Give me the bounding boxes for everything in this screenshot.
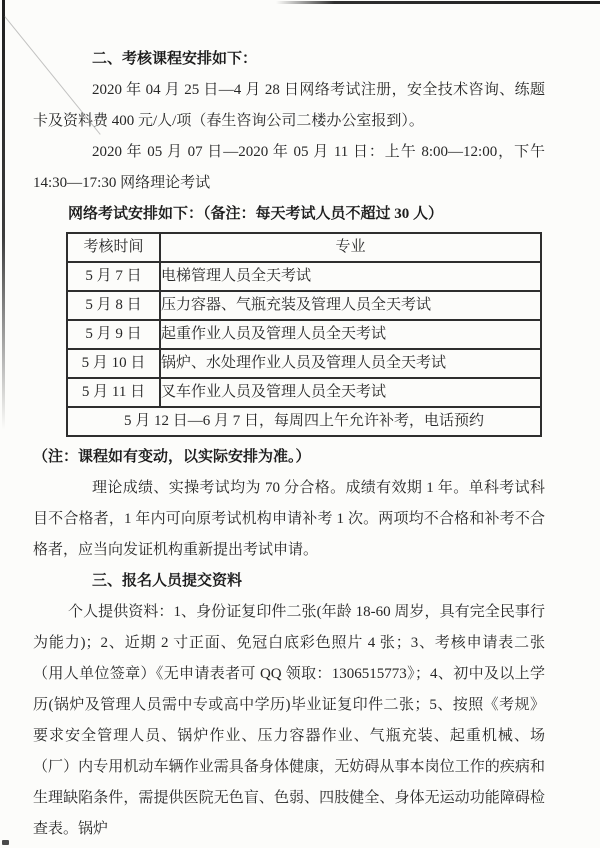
exam-date-cell: 5 月 11 日 [67,378,160,407]
paragraph-theory-exam-time: 2020 年 05 月 07 日—2020 年 05 月 11 日：上午 8:00—12:00，下午 14:30—17:30 网络理论考试 [33,144,545,191]
specialty-cell: 锅炉、水处理作业人员及管理人员全天考试 [160,349,541,378]
scan-left-edge-artifact [2,0,5,430]
exam-date-cell: 5 月 9 日 [67,320,160,349]
scan-top-edge-artifact [276,1,600,4]
exam-date-cell: 5 月 7 日 [67,262,160,291]
specialty-cell: 叉车作业人员及管理人员全天考试 [160,378,541,407]
table-row [67,378,541,407]
column-header-specialty: 专业 [160,233,541,262]
table-row [67,291,541,320]
makeup-exam-note: 5 月 12 日—6 月 7 日，每周四上午允许补考，电话预约 [67,407,541,436]
exam-table-body [67,262,541,407]
table-row [67,262,541,291]
table-row [67,349,541,378]
table-footer-row [67,407,541,436]
scan-corner-dot-artifact [2,840,9,845]
specialty-cell: 电梯管理人员全天考试 [160,262,541,291]
paragraph-scoring-rules: 理论成绩、实操考试均为 70 分合格。成绩有效期 1 年。单科考试科目不合格者，1 年内可向原考试机构申请补考 1 次。两项均不合格和补考不合格者，应当向发证机构重新提出考试申请。 [33,480,545,558]
specialty-cell: 压力容器、气瓶充装及管理人员全天考试 [160,291,541,320]
section-3-heading: 三、报名人员提交资料 [92,573,243,589]
exam-schedule-table [66,232,542,437]
section-2-heading: 二、考核课程安排如下： [92,51,258,67]
table-header-row [67,233,541,262]
column-header-exam-date: 考核时间 [67,233,160,262]
paragraph-required-materials: 个人提供资料：1、身份证复印件二张(年龄 18-60 周岁，具有完全民事行为能力)；2、近期 2 寸正面、免冠白底彩色照片 4 张；3、考核申请表二张（用人单位签章）《无申请表者可 QQ 领取：1306515773》；4、初中及以上学历(锅炉及管理人员需中专或高中学历)毕业证复印件二张；5、按照《考规》要求安全管理人员、锅炉作业、压力容器作业、气瓶充装、起重机械、场（厂）内专用机动车辆作业需具备身体健康，无妨碍从事本岗位工作的疾病和生理缺陷条件，需提供医院无色盲、色弱、四肢健全、身体无运动功能障碍检查表。锅炉 [33,604,545,837]
paragraph-registration-info: 2020 年 04 月 25 日—4 月 28 日网络考试注册，安全技术咨询、练题卡及资料费 400 元/人/项（春生咨询公司二楼办公室报到）。 [33,82,545,129]
exam-date-cell: 5 月 8 日 [67,291,160,320]
exam-date-cell: 5 月 10 日 [67,349,160,378]
table-row [67,320,541,349]
exam-schedule-caption: 网络考试安排如下：（备注：每天考试人员不超过 30 人） [68,206,444,222]
specialty-cell: 起重作业人员及管理人员全天考试 [160,320,541,349]
schedule-change-note: （注：课程如有变动，以实际安排为准。） [33,449,311,465]
